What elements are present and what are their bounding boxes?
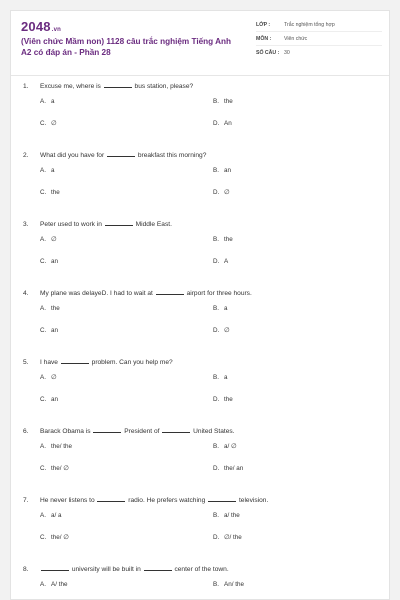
meta-class-value: Trắc nghiệm tổng hợp bbox=[284, 21, 335, 28]
option-letter: C. bbox=[40, 396, 47, 403]
option-text: the bbox=[51, 305, 60, 312]
stem-text: radio. He prefers watching bbox=[128, 497, 206, 504]
option-text: ∅ bbox=[224, 327, 230, 334]
stem-text: television. bbox=[238, 497, 269, 504]
answer-blank bbox=[61, 358, 89, 364]
question-6 bbox=[11, 427, 390, 496]
question-3 bbox=[11, 220, 390, 289]
stem-text: United States. bbox=[193, 428, 235, 435]
option-text: the bbox=[224, 236, 233, 243]
option-letter: A. bbox=[40, 512, 46, 519]
option-text: ∅ bbox=[51, 236, 57, 243]
option-text: an bbox=[51, 396, 59, 403]
stem-text: Peter used to work in bbox=[40, 221, 102, 228]
stem-text: bus station, please? bbox=[134, 83, 194, 90]
option-b[interactable] bbox=[213, 512, 240, 520]
option-text: the bbox=[224, 396, 233, 403]
option-b[interactable] bbox=[213, 167, 231, 175]
stem-text: Excuse me, where is bbox=[40, 83, 101, 90]
option-text: the/ the bbox=[51, 443, 73, 450]
answer-blank bbox=[107, 151, 135, 157]
option-b[interactable] bbox=[213, 305, 228, 313]
answer-blank bbox=[208, 496, 236, 502]
option-a[interactable] bbox=[40, 512, 62, 520]
stem-text: problem. Can you help me? bbox=[91, 359, 173, 366]
option-letter: B. bbox=[213, 581, 219, 588]
question-7 bbox=[11, 496, 390, 565]
option-letter: C. bbox=[40, 258, 47, 265]
option-letter: B. bbox=[213, 443, 219, 450]
question-number: 5. bbox=[23, 359, 29, 366]
option-text: An/ the bbox=[224, 581, 244, 588]
question-stem bbox=[23, 496, 383, 505]
meta-count-value: 30 bbox=[284, 50, 290, 56]
answer-blank bbox=[105, 220, 133, 226]
question-number: 7. bbox=[23, 497, 29, 504]
meta-class-label: LỚP : bbox=[256, 21, 271, 28]
answer-blank bbox=[104, 82, 132, 88]
option-a[interactable] bbox=[40, 581, 67, 589]
stem-text: breakfast this morning? bbox=[137, 152, 207, 159]
question-4 bbox=[11, 289, 390, 358]
answer-blank bbox=[156, 289, 184, 295]
option-text: a/ ∅ bbox=[224, 443, 237, 450]
question-5 bbox=[11, 358, 390, 427]
stem-text: university will be built in bbox=[71, 566, 141, 573]
option-letter: D. bbox=[213, 120, 220, 127]
option-letter: A. bbox=[40, 167, 46, 174]
option-text: A bbox=[224, 258, 229, 265]
meta-count-label: SỐ CÂU : bbox=[256, 50, 280, 56]
logo-text: 2048 bbox=[21, 19, 51, 34]
option-letter: B. bbox=[213, 236, 219, 243]
option-b[interactable] bbox=[213, 236, 233, 244]
option-text: a bbox=[224, 374, 228, 381]
option-letter: C. bbox=[40, 327, 47, 334]
question-number: 2. bbox=[23, 152, 29, 159]
meta-info bbox=[256, 18, 382, 60]
option-text: ∅/ the bbox=[224, 534, 242, 541]
stem-text: My plane was delayeD. I had to wait at bbox=[40, 290, 153, 297]
question-8 bbox=[11, 565, 390, 600]
stem-text: Middle East. bbox=[135, 221, 172, 228]
option-text: a/ a bbox=[51, 512, 62, 519]
option-text: the bbox=[51, 189, 60, 196]
stem-text: He never listens to bbox=[40, 497, 95, 504]
option-letter: A. bbox=[40, 98, 46, 105]
answer-blank bbox=[97, 496, 125, 502]
option-c[interactable] bbox=[40, 534, 69, 542]
option-letter: D. bbox=[213, 465, 220, 472]
option-text: a bbox=[51, 167, 55, 174]
answer-blank bbox=[162, 427, 190, 433]
option-text: ∅ bbox=[51, 374, 57, 381]
option-letter: D. bbox=[213, 396, 220, 403]
meta-count-row bbox=[256, 46, 382, 60]
option-text: ∅ bbox=[51, 120, 57, 127]
stem-text: center of the town. bbox=[174, 566, 229, 573]
option-letter: A. bbox=[40, 374, 46, 381]
stem-text: airport for three hours. bbox=[186, 290, 252, 297]
stem-text: What did you have for bbox=[40, 152, 105, 159]
question-stem bbox=[23, 565, 383, 574]
option-text: the bbox=[224, 98, 233, 105]
option-c[interactable] bbox=[40, 396, 58, 404]
option-letter: A. bbox=[40, 305, 46, 312]
option-text: an bbox=[51, 258, 59, 265]
option-letter: B. bbox=[213, 512, 219, 519]
option-a[interactable] bbox=[40, 443, 72, 451]
option-text: an bbox=[224, 167, 232, 174]
option-letter: D. bbox=[213, 189, 220, 196]
option-text: the/ ∅ bbox=[51, 465, 69, 472]
meta-subject-label: MÔN : bbox=[256, 35, 272, 42]
answer-blank bbox=[93, 427, 121, 433]
question-stem bbox=[23, 358, 383, 367]
question-stem bbox=[23, 427, 383, 436]
option-text: a bbox=[224, 305, 228, 312]
question-number: 1. bbox=[23, 83, 29, 90]
option-d[interactable] bbox=[213, 120, 232, 128]
answer-blank bbox=[144, 565, 172, 571]
option-letter: C. bbox=[40, 189, 47, 196]
option-text: a bbox=[51, 98, 55, 105]
meta-subject-row bbox=[256, 32, 382, 46]
option-c[interactable] bbox=[40, 258, 58, 266]
option-b[interactable] bbox=[213, 581, 244, 589]
option-letter: B. bbox=[213, 98, 219, 105]
logo-tld: .vn bbox=[51, 27, 62, 33]
option-b[interactable] bbox=[213, 98, 233, 106]
option-c[interactable] bbox=[40, 120, 57, 128]
option-a[interactable] bbox=[40, 167, 55, 175]
question-stem bbox=[23, 151, 383, 160]
option-text: a/ the bbox=[224, 512, 240, 519]
option-text: the/ ∅ bbox=[51, 534, 69, 541]
option-c[interactable] bbox=[40, 189, 60, 197]
option-b[interactable] bbox=[213, 443, 237, 451]
question-number: 6. bbox=[23, 428, 29, 435]
option-b[interactable] bbox=[213, 374, 228, 382]
answer-blank bbox=[41, 565, 69, 571]
question-number: 3. bbox=[23, 221, 29, 228]
meta-subject-value: Viên chức bbox=[284, 35, 308, 42]
page-title: (Viên chức Mầm non) 1128 câu trắc nghiệm Tiếng Anh A2 có đáp án - Phần 28 bbox=[21, 37, 232, 57]
question-number: 4. bbox=[23, 290, 29, 297]
option-d[interactable] bbox=[213, 396, 233, 404]
option-letter: A. bbox=[40, 581, 46, 588]
option-text: ∅ bbox=[224, 189, 230, 196]
option-letter: A. bbox=[40, 236, 46, 243]
option-letter: B. bbox=[213, 167, 219, 174]
option-text: A/ the bbox=[51, 581, 68, 588]
option-text: the/ an bbox=[224, 465, 244, 472]
stem-text: I have bbox=[40, 359, 58, 366]
option-letter: A. bbox=[40, 443, 46, 450]
option-letter: B. bbox=[213, 374, 219, 381]
question-stem bbox=[23, 289, 383, 298]
option-d[interactable] bbox=[213, 258, 228, 266]
option-d[interactable] bbox=[213, 534, 242, 542]
option-letter: B. bbox=[213, 305, 219, 312]
stem-text: Barack Obama is bbox=[40, 428, 91, 435]
option-a[interactable] bbox=[40, 305, 60, 313]
header bbox=[11, 11, 389, 75]
stem-text: President of bbox=[124, 428, 160, 435]
option-d[interactable] bbox=[213, 189, 230, 197]
option-letter: D. bbox=[213, 327, 220, 334]
meta-class-row bbox=[256, 18, 382, 32]
site-logo[interactable] bbox=[21, 19, 61, 34]
option-d[interactable] bbox=[213, 465, 243, 473]
option-a[interactable] bbox=[40, 374, 57, 382]
option-letter: C. bbox=[40, 465, 47, 472]
option-a[interactable] bbox=[40, 236, 57, 244]
question-list bbox=[11, 82, 390, 600]
option-letter: C. bbox=[40, 534, 47, 541]
option-c[interactable] bbox=[40, 327, 58, 335]
question-stem bbox=[23, 220, 383, 229]
question-2 bbox=[11, 151, 390, 220]
option-text: An bbox=[224, 120, 232, 127]
option-d[interactable] bbox=[213, 327, 230, 335]
header-divider bbox=[11, 75, 389, 76]
option-a[interactable] bbox=[40, 98, 55, 106]
option-letter: C. bbox=[40, 120, 47, 127]
worksheet bbox=[10, 10, 390, 600]
question-number: 8. bbox=[23, 566, 29, 573]
option-text: an bbox=[51, 327, 59, 334]
question-1 bbox=[11, 82, 390, 151]
option-letter: D. bbox=[213, 534, 220, 541]
option-c[interactable] bbox=[40, 465, 69, 473]
option-letter: D. bbox=[213, 258, 220, 265]
question-stem bbox=[23, 82, 383, 91]
